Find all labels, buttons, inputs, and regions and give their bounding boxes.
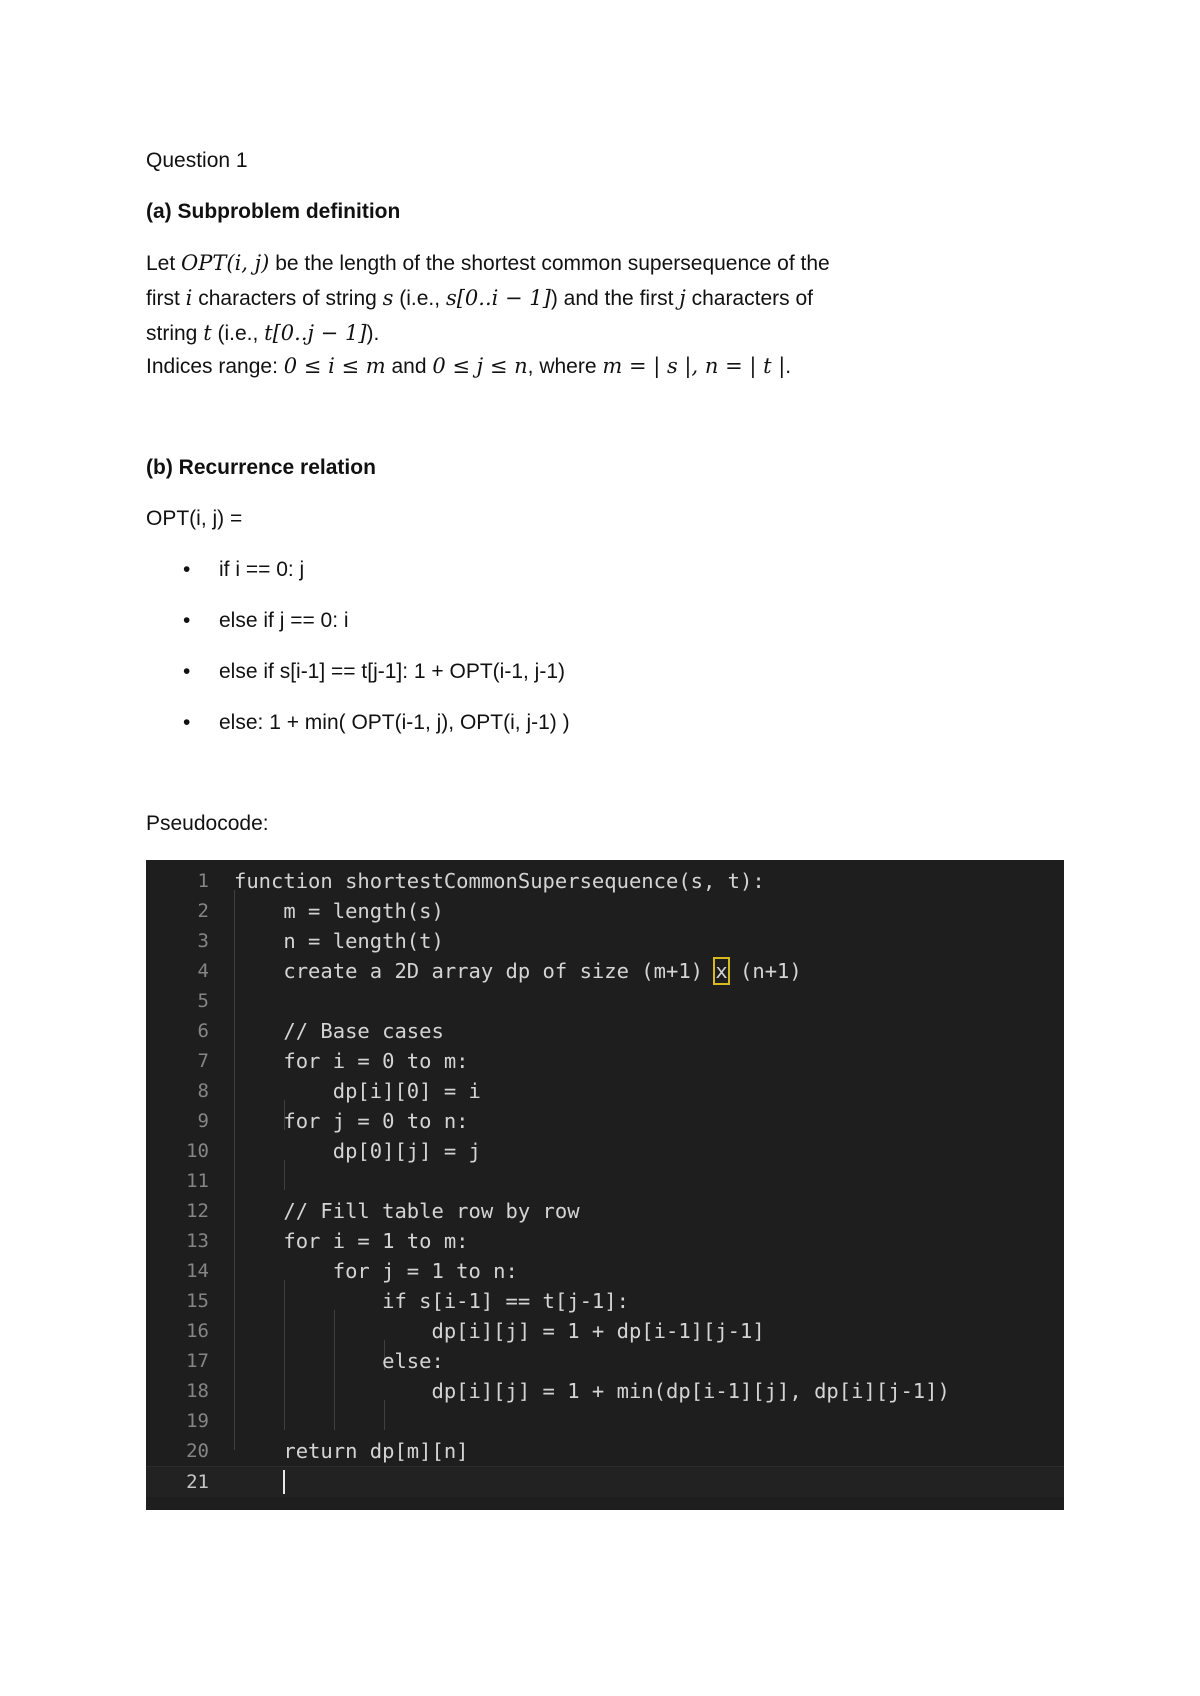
code-line bbox=[146, 1196, 1064, 1226]
line-number: 5 bbox=[197, 990, 209, 1012]
line-number: 6 bbox=[197, 1020, 209, 1042]
code-text: dp[i][j] = 1 + dp[i-1][j-1] bbox=[234, 1319, 765, 1343]
code-line bbox=[146, 1286, 1064, 1316]
bullet-glyph: • bbox=[183, 558, 191, 581]
line-number: 21 bbox=[186, 1471, 209, 1493]
code-text: dp[0][j] = j bbox=[234, 1139, 481, 1163]
code-line bbox=[146, 986, 1064, 1016]
recurrence-case: if i == 0: j bbox=[219, 558, 305, 581]
code-text: for i = 1 to m: bbox=[234, 1229, 469, 1253]
code-line bbox=[146, 926, 1064, 956]
line-number: 4 bbox=[197, 960, 209, 982]
line-number: 10 bbox=[186, 1140, 209, 1162]
question-title: Question 1 bbox=[146, 149, 248, 172]
line-number: 12 bbox=[186, 1200, 209, 1222]
code-line bbox=[146, 1316, 1064, 1346]
bullet-glyph: • bbox=[183, 711, 191, 734]
line-number: 8 bbox=[197, 1080, 209, 1102]
line-number: 7 bbox=[197, 1050, 209, 1072]
code-line-current bbox=[146, 1466, 1064, 1497]
code-text: return dp[m][n] bbox=[234, 1439, 469, 1463]
code-text: if s[i-1] == t[j-1]: bbox=[234, 1289, 629, 1313]
line-number: 3 bbox=[197, 930, 209, 952]
bullet-glyph: • bbox=[183, 660, 191, 683]
line-number: 15 bbox=[186, 1290, 209, 1312]
code-text: // Base cases bbox=[234, 1019, 444, 1043]
definition-line-2: first i characters of string s (i.e., s[0..i − 1]) and the first j characters of bbox=[146, 286, 813, 310]
line-number: 19 bbox=[186, 1410, 209, 1432]
code-line bbox=[146, 1166, 1064, 1196]
code-text: // Fill table row by row bbox=[234, 1199, 580, 1223]
line-number: 13 bbox=[186, 1230, 209, 1252]
code-line bbox=[146, 1436, 1064, 1466]
code-line bbox=[146, 1136, 1064, 1166]
line-number: 20 bbox=[186, 1440, 209, 1462]
code-text: else: bbox=[234, 1349, 444, 1373]
recurrence-case: else if s[i-1] == t[j-1]: 1 + OPT(i-1, j-1) bbox=[219, 660, 566, 683]
code-text: m = length(s) bbox=[234, 899, 444, 923]
text-cursor bbox=[283, 1470, 285, 1494]
line-number: 18 bbox=[186, 1380, 209, 1402]
code-line bbox=[146, 1076, 1064, 1106]
code-text: for i = 0 to m: bbox=[234, 1049, 469, 1073]
code-line bbox=[146, 1256, 1064, 1286]
recurrence-case: else: 1 + min( OPT(i-1, j), OPT(i, j-1) ) bbox=[219, 711, 570, 734]
code-text: dp[i][j] = 1 + min(dp[i-1][j], dp[i][j-1]) bbox=[234, 1379, 950, 1403]
code-line bbox=[146, 1346, 1064, 1376]
find-match-highlight: x bbox=[715, 959, 728, 983]
code-text: n = length(t) bbox=[234, 929, 444, 953]
code-text: dp[i][0] = i bbox=[234, 1079, 481, 1103]
opt-definition: OPT(i, j) = bbox=[146, 507, 243, 530]
definition-line-3: string t (i.e., t[0..j − 1]). bbox=[146, 321, 380, 345]
line-number: 9 bbox=[197, 1110, 209, 1132]
pseudocode-label: Pseudocode: bbox=[146, 812, 269, 835]
code-text: for j = 1 to n: bbox=[234, 1259, 518, 1283]
code-line bbox=[146, 1226, 1064, 1256]
line-number: 14 bbox=[186, 1260, 209, 1282]
code-screenshot bbox=[146, 860, 1064, 1510]
line-number: 1 bbox=[197, 870, 209, 892]
code-line bbox=[146, 956, 1064, 986]
code-line bbox=[146, 1016, 1064, 1046]
code-line bbox=[146, 896, 1064, 926]
line-number: 17 bbox=[186, 1350, 209, 1372]
code-line bbox=[146, 1046, 1064, 1076]
code-line bbox=[146, 1106, 1064, 1136]
part-a-heading: (a) Subproblem definition bbox=[146, 200, 401, 223]
code-text: create a 2D array dp of size (m+1) x (n+1) bbox=[234, 959, 802, 983]
code-line bbox=[146, 1376, 1064, 1406]
code-line bbox=[146, 866, 1064, 896]
line-number: 11 bbox=[186, 1170, 209, 1192]
code-line bbox=[146, 1406, 1064, 1436]
line-number: 2 bbox=[197, 900, 209, 922]
definition-line-1: Let OPT(i, j) be the length of the shortest common supersequence of the bbox=[146, 251, 830, 275]
indices-range-line: Indices range: 0 ≤ i ≤ m and 0 ≤ j ≤ n, where m = | s |, n = | t |. bbox=[146, 354, 792, 378]
code-text: function shortestCommonSupersequence(s, t): bbox=[234, 869, 765, 893]
line-number: 16 bbox=[186, 1320, 209, 1342]
code-text: for j = 0 to n: bbox=[234, 1109, 469, 1133]
bullet-glyph: • bbox=[183, 609, 191, 632]
part-b-heading: (b) Recurrence relation bbox=[146, 456, 376, 479]
recurrence-case: else if j == 0: i bbox=[219, 609, 349, 632]
